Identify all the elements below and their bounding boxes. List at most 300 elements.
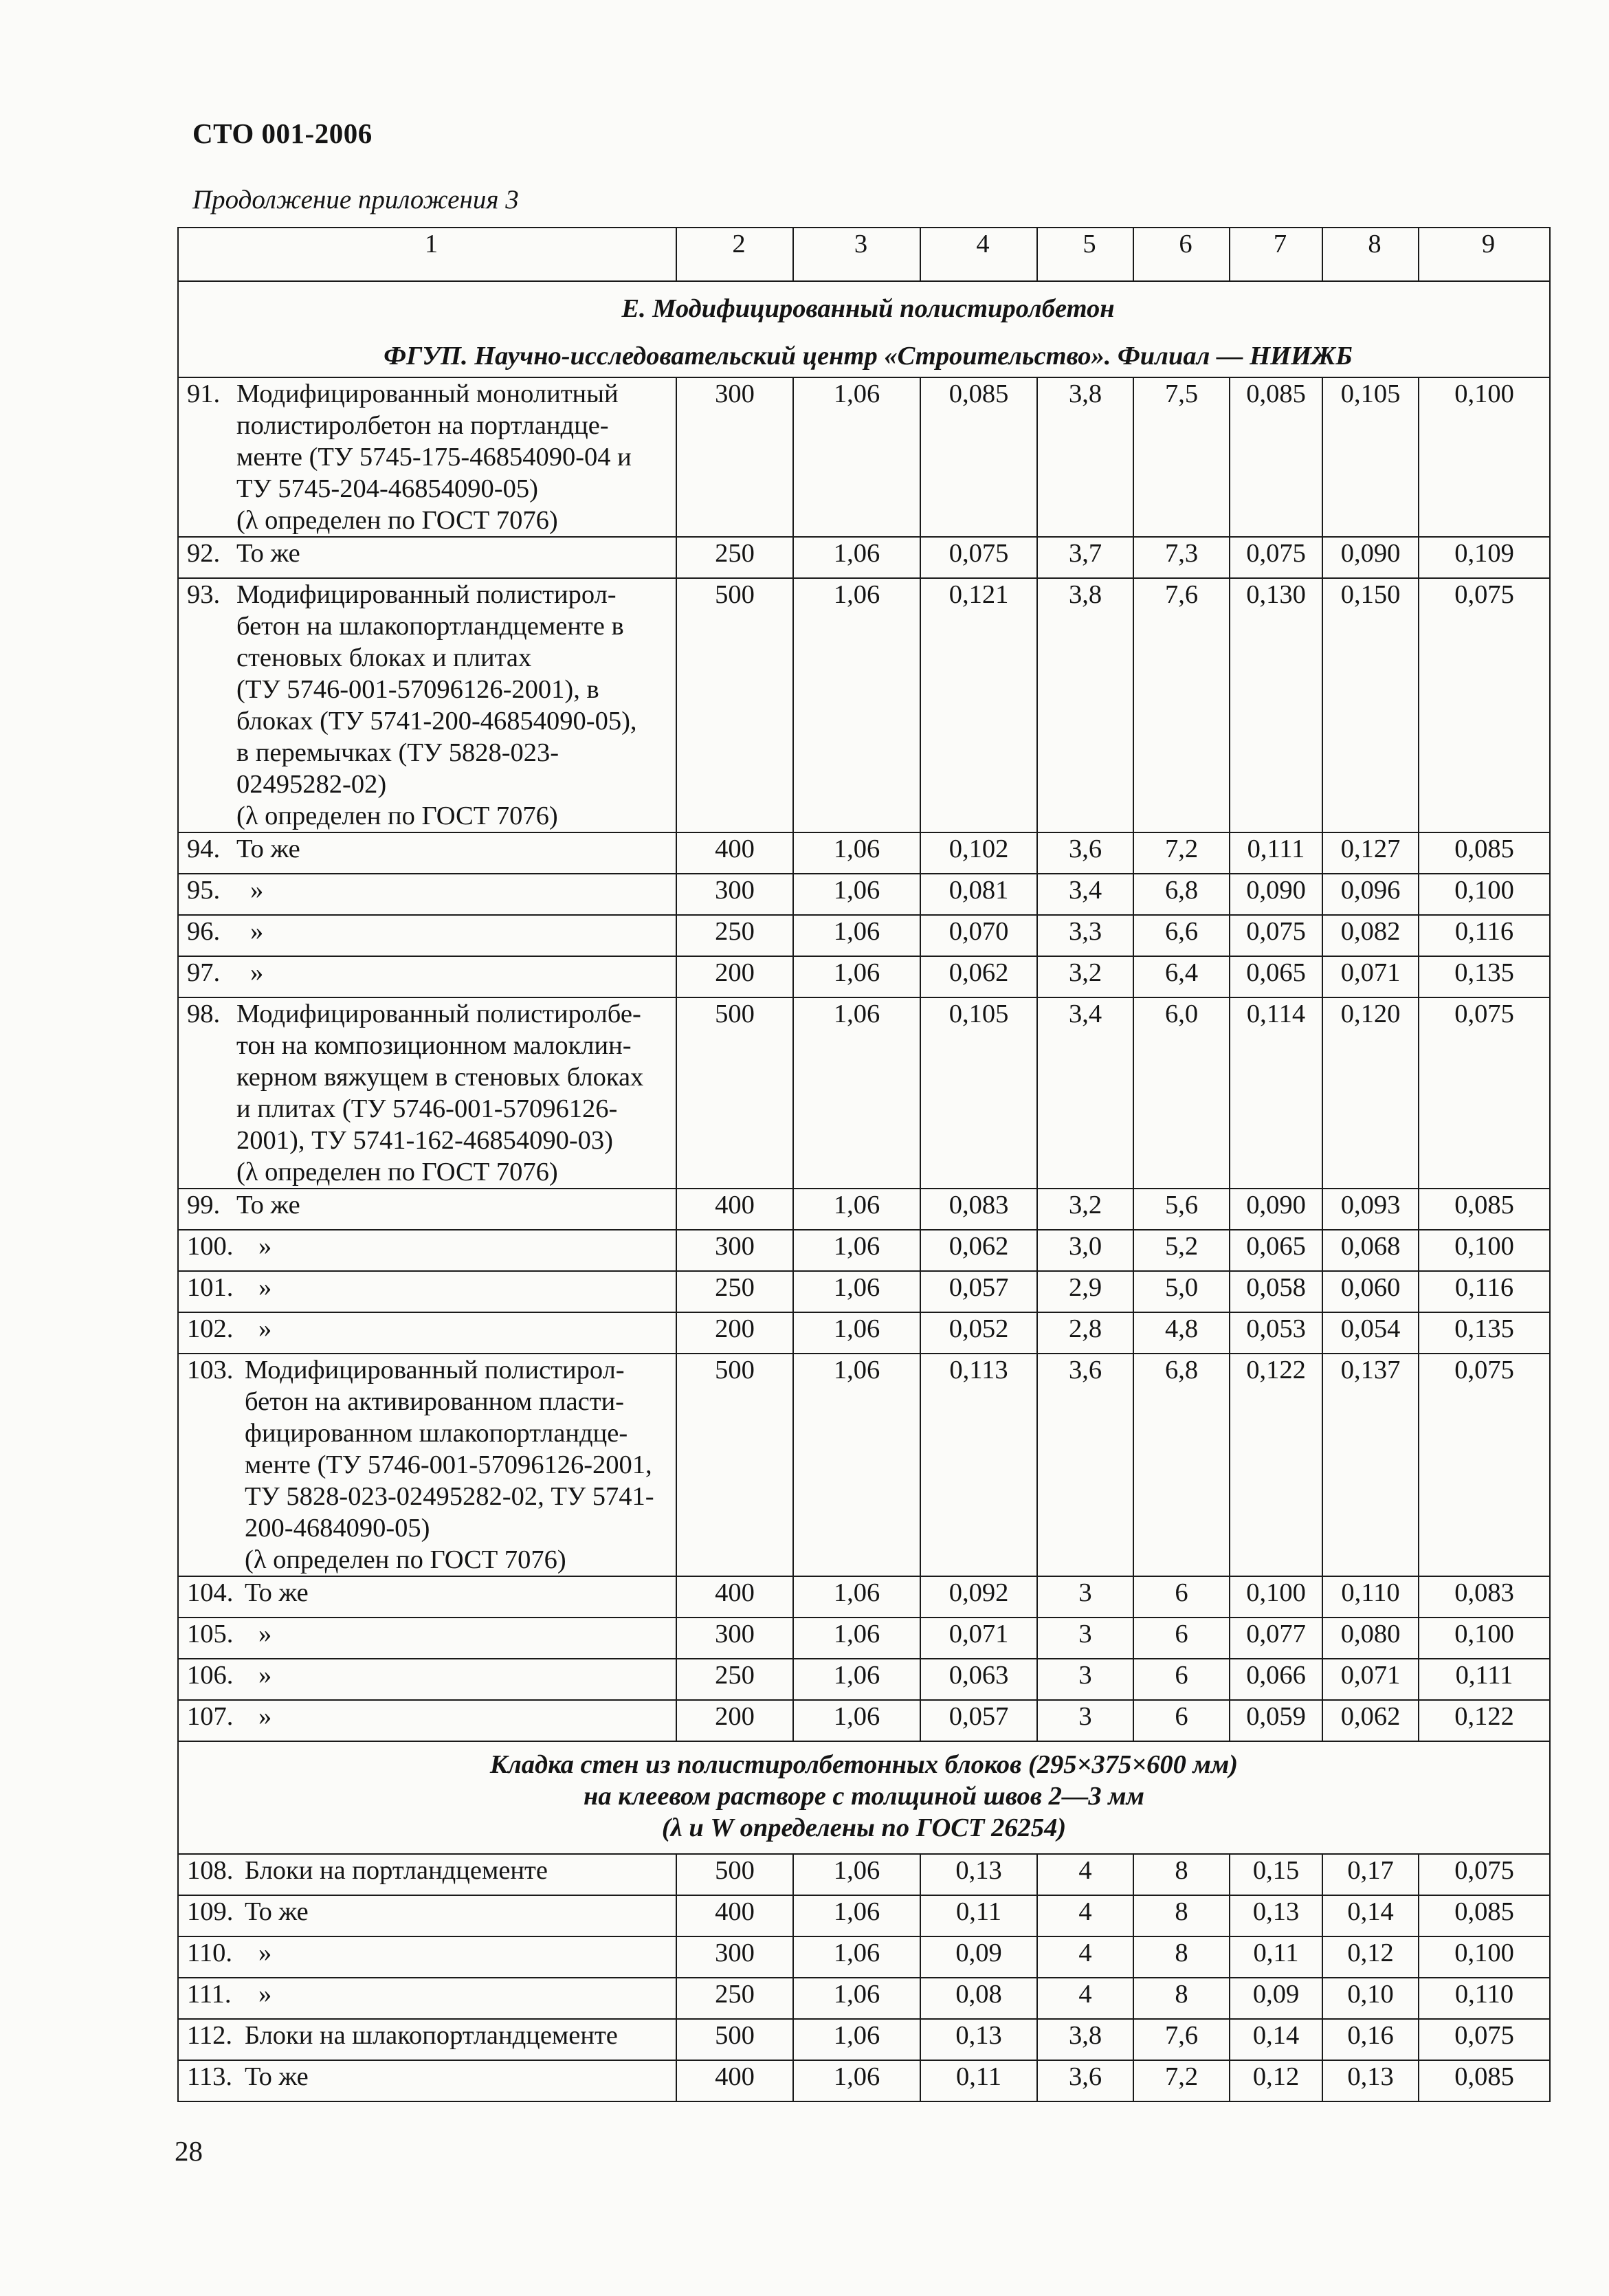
value-cell-col5: 3,7 — [1037, 537, 1133, 578]
description-cell — [178, 537, 676, 578]
table-row — [178, 997, 1550, 1189]
value-cell-col6: 7,6 — [1133, 2019, 1230, 2060]
value-cell-col2: 400 — [676, 1189, 793, 1230]
value-cell-col7: 0,130 — [1230, 578, 1322, 832]
row-number: 100. — [187, 1232, 234, 1261]
description-text — [245, 1354, 676, 1576]
description-cell — [178, 1576, 676, 1618]
value-cell-col8: 0,105 — [1322, 377, 1419, 537]
value-cell-col5: 4 — [1037, 1895, 1133, 1936]
value-cell-col8: 0,16 — [1322, 2019, 1419, 2060]
value-cell-col7: 0,065 — [1230, 1230, 1322, 1271]
description — [187, 1618, 676, 1650]
row-number: 107. — [187, 1702, 234, 1731]
value-cell-col4: 0,092 — [920, 1576, 1037, 1618]
value-cell-col3: 1,06 — [793, 956, 920, 997]
row-number: 113. — [187, 2062, 232, 2091]
value-cell-col5: 3,8 — [1037, 2019, 1133, 2060]
value-cell-col8: 0,10 — [1322, 1978, 1419, 2019]
value-cell-col8: 0,096 — [1322, 874, 1419, 915]
value-cell-col9: 0,100 — [1419, 1618, 1550, 1659]
value-cell-col3: 1,06 — [793, 1576, 920, 1618]
value-cell-col3: 1,06 — [793, 2019, 920, 2060]
value-cell-col2: 300 — [676, 1936, 793, 1978]
value-cell-col9: 0,075 — [1419, 2019, 1550, 2060]
value-cell-col5: 3,8 — [1037, 578, 1133, 832]
value-cell-col2: 400 — [676, 2060, 793, 2101]
description — [187, 1896, 676, 1928]
value-cell-col6: 5,6 — [1133, 1189, 1230, 1230]
value-cell-col4: 0,057 — [920, 1271, 1037, 1312]
value-cell-col4: 0,121 — [920, 578, 1037, 832]
column-header: 4 — [920, 228, 1037, 281]
value-cell-col5: 4 — [1037, 1978, 1133, 2019]
column-header: 9 — [1419, 228, 1550, 281]
description-text: То же — [245, 1578, 309, 1607]
value-cell-col2: 200 — [676, 956, 793, 997]
value-cell-col3: 1,06 — [793, 1354, 920, 1576]
table-row — [178, 956, 1550, 997]
value-cell-col9: 0,116 — [1419, 1271, 1550, 1312]
description-line: 02495282-02) — [236, 770, 387, 799]
value-cell-col4: 0,071 — [920, 1618, 1037, 1659]
value-cell-col7: 0,075 — [1230, 915, 1322, 956]
value-cell-col4: 0,081 — [920, 874, 1037, 915]
description-text — [236, 998, 676, 1188]
description-text: » — [250, 958, 264, 987]
value-cell-col9: 0,083 — [1419, 1576, 1550, 1618]
table-row — [178, 1576, 1550, 1618]
value-cell-col4: 0,062 — [920, 1230, 1037, 1271]
value-cell-col7: 0,114 — [1230, 997, 1322, 1189]
value-cell-col3: 1,06 — [793, 1312, 920, 1354]
value-cell-col2: 200 — [676, 1312, 793, 1354]
description-line: фицированном шлакопортландце- — [245, 1419, 628, 1448]
description — [187, 1659, 676, 1691]
description-text: Блоки на шлакопортландцементе — [245, 2021, 618, 2050]
table-row — [178, 1895, 1550, 1936]
description-cell — [178, 1230, 676, 1271]
description — [187, 1313, 676, 1345]
description-text: » — [258, 1661, 272, 1690]
value-cell-col4: 0,09 — [920, 1936, 1037, 1978]
row-number: 102. — [187, 1314, 234, 1343]
column-header: 6 — [1133, 228, 1230, 281]
description-text — [236, 579, 676, 832]
value-cell-col7: 0,14 — [1230, 2019, 1322, 2060]
value-cell-col6: 6,4 — [1133, 956, 1230, 997]
row-number: 99. — [187, 1191, 221, 1219]
value-cell-col4: 0,062 — [920, 956, 1037, 997]
table-row — [178, 1978, 1550, 2019]
value-cell-col3: 1,06 — [793, 997, 920, 1189]
value-cell-col4: 0,11 — [920, 2060, 1037, 2101]
value-cell-col7: 0,090 — [1230, 874, 1322, 915]
value-cell-col5: 3,0 — [1037, 1230, 1133, 1271]
value-cell-col8: 0,110 — [1322, 1576, 1419, 1618]
value-cell-col8: 0,13 — [1322, 2060, 1419, 2101]
value-cell-col9: 0,075 — [1419, 1354, 1550, 1576]
page-number: 28 — [175, 2135, 203, 2167]
value-cell-col9: 0,100 — [1419, 1230, 1550, 1271]
thermal-properties-table — [177, 227, 1551, 2102]
value-cell-col2: 250 — [676, 1271, 793, 1312]
value-cell-col8: 0,068 — [1322, 1230, 1419, 1271]
row-number: 109. — [187, 1897, 234, 1926]
value-cell-col7: 0,13 — [1230, 1895, 1322, 1936]
description-cell — [178, 956, 676, 997]
value-cell-col4: 0,105 — [920, 997, 1037, 1189]
value-cell-col5: 3,6 — [1037, 832, 1133, 874]
description — [187, 1978, 676, 2010]
value-cell-col2: 500 — [676, 2019, 793, 2060]
value-cell-col6: 7,3 — [1133, 537, 1230, 578]
description-text: Блоки на портландцементе — [245, 1856, 548, 1885]
description-cell — [178, 915, 676, 956]
value-cell-col4: 0,113 — [920, 1354, 1037, 1576]
description-cell — [178, 1271, 676, 1312]
description-cell — [178, 2019, 676, 2060]
description-cell — [178, 1618, 676, 1659]
table-row — [178, 377, 1550, 537]
value-cell-col7: 0,100 — [1230, 1576, 1322, 1618]
description-text: » — [258, 1314, 272, 1343]
description — [187, 833, 676, 865]
value-cell-col9: 0,111 — [1419, 1659, 1550, 1700]
section-subtitle: на клеевом растворе с толщиной швов 2—3 мм — [584, 1782, 1144, 1811]
value-cell-col3: 1,06 — [793, 874, 920, 915]
value-cell-col5: 4 — [1037, 1854, 1133, 1895]
row-number: 110. — [187, 1939, 232, 1967]
table-row — [178, 1189, 1550, 1230]
description-cell — [178, 1854, 676, 1895]
table-row — [178, 1230, 1550, 1271]
description-line: ТУ 5828-023-02495282-02, ТУ 5741- — [245, 1482, 654, 1511]
value-cell-col6: 7,6 — [1133, 578, 1230, 832]
value-cell-col9: 0,110 — [1419, 1978, 1550, 2019]
value-cell-col7: 0,085 — [1230, 377, 1322, 537]
value-cell-col8: 0,093 — [1322, 1189, 1419, 1230]
value-cell-col3: 1,06 — [793, 578, 920, 832]
description-line: в перемычках (ТУ 5828-023- — [236, 738, 559, 767]
value-cell-col6: 6,8 — [1133, 1354, 1230, 1576]
column-header: 1 — [178, 228, 676, 281]
value-cell-col5: 3 — [1037, 1618, 1133, 1659]
value-cell-col5: 3,2 — [1037, 956, 1133, 997]
value-cell-col9: 0,100 — [1419, 874, 1550, 915]
value-cell-col9: 0,085 — [1419, 1895, 1550, 1936]
value-cell-col4: 0,052 — [920, 1312, 1037, 1354]
description-cell — [178, 874, 676, 915]
value-cell-col4: 0,083 — [920, 1189, 1037, 1230]
value-cell-col6: 6,0 — [1133, 997, 1230, 1189]
description-text: » — [258, 1273, 272, 1302]
table-row — [178, 2060, 1550, 2101]
value-cell-col3: 1,06 — [793, 1700, 920, 1741]
value-cell-col4: 0,070 — [920, 915, 1037, 956]
description-text: » — [258, 1939, 272, 1967]
description-line: (λ определен по ГОСТ 7076) — [245, 1545, 566, 1574]
value-cell-col4: 0,13 — [920, 2019, 1037, 2060]
description-line: Модифицированный монолитный — [236, 379, 619, 408]
value-cell-col8: 0,071 — [1322, 956, 1419, 997]
section-e-header — [178, 281, 1550, 377]
description — [187, 1701, 676, 1732]
table-row — [178, 537, 1550, 578]
row-number: 104. — [187, 1578, 234, 1607]
description-line: (ТУ 5746-001-57096126-2001), в — [236, 675, 599, 704]
description-line: бетон на шлакопортландцементе в — [236, 612, 624, 641]
column-header: 5 — [1037, 228, 1133, 281]
description-cell — [178, 1312, 676, 1354]
description — [187, 1577, 676, 1609]
description-text: » — [258, 1980, 272, 2009]
table-row — [178, 1936, 1550, 1978]
value-cell-col6: 6 — [1133, 1700, 1230, 1741]
value-cell-col9: 0,075 — [1419, 1854, 1550, 1895]
value-cell-col2: 400 — [676, 1576, 793, 1618]
value-cell-col2: 250 — [676, 915, 793, 956]
value-cell-col8: 0,120 — [1322, 997, 1419, 1189]
value-cell-col9: 0,116 — [1419, 915, 1550, 956]
column-header: 8 — [1322, 228, 1419, 281]
value-cell-col7: 0,065 — [1230, 956, 1322, 997]
table-row — [178, 1312, 1550, 1354]
description-text — [236, 378, 676, 536]
value-cell-col8: 0,090 — [1322, 537, 1419, 578]
value-cell-col2: 500 — [676, 997, 793, 1189]
description-line: стеновых блоках и плитах — [236, 643, 532, 672]
value-cell-col9: 0,075 — [1419, 578, 1550, 832]
value-cell-col2: 300 — [676, 377, 793, 537]
value-cell-col2: 500 — [676, 1354, 793, 1576]
value-cell-col7: 0,053 — [1230, 1312, 1322, 1354]
value-cell-col3: 1,06 — [793, 1854, 920, 1895]
description-line: керном вяжущем в стеновых блоках — [236, 1063, 644, 1092]
row-number: 101. — [187, 1273, 234, 1302]
value-cell-col3: 1,06 — [793, 2060, 920, 2101]
value-cell-col3: 1,06 — [793, 1189, 920, 1230]
value-cell-col2: 300 — [676, 1230, 793, 1271]
description-text: » — [258, 1232, 272, 1261]
document-code: СТО 001-2006 — [192, 118, 373, 149]
description — [187, 538, 676, 569]
value-cell-col9: 0,122 — [1419, 1700, 1550, 1741]
value-cell-col4: 0,075 — [920, 537, 1037, 578]
column-number-row — [178, 228, 1550, 281]
description-line: Модифицированный полистирол- — [245, 1356, 625, 1384]
value-cell-col7: 0,11 — [1230, 1936, 1322, 1978]
description — [187, 1230, 676, 1262]
value-cell-col4: 0,11 — [920, 1895, 1037, 1936]
value-cell-col9: 0,085 — [1419, 1189, 1550, 1230]
value-cell-col6: 7,2 — [1133, 832, 1230, 874]
description — [187, 998, 676, 1188]
description-line: Модифицированный полистиролбе- — [236, 1000, 641, 1028]
description — [187, 1855, 676, 1886]
value-cell-col3: 1,06 — [793, 915, 920, 956]
value-cell-col7: 0,075 — [1230, 537, 1322, 578]
value-cell-col6: 8 — [1133, 1978, 1230, 2019]
value-cell-col6: 8 — [1133, 1854, 1230, 1895]
value-cell-col6: 7,5 — [1133, 377, 1230, 537]
section-note: (λ и W определены по ГОСТ 26254) — [661, 1813, 1067, 1842]
value-cell-col8: 0,14 — [1322, 1895, 1419, 1936]
value-cell-col2: 500 — [676, 1854, 793, 1895]
description-line: менте (ТУ 5746-001-57096126-2001, — [245, 1450, 652, 1479]
row-number: 112. — [187, 2021, 232, 2050]
description-cell — [178, 1700, 676, 1741]
table-row — [178, 832, 1550, 874]
row-number: 96. — [187, 917, 221, 946]
value-cell-col8: 0,080 — [1322, 1618, 1419, 1659]
value-cell-col3: 1,06 — [793, 1618, 920, 1659]
description-text: » — [258, 1702, 272, 1731]
value-cell-col3: 1,06 — [793, 1978, 920, 2019]
description — [187, 1937, 676, 1969]
section-organization: ФГУП. Научно-исследовательский центр «Строительство». Филиал — НИИЖБ — [384, 342, 1353, 371]
description-text: То же — [236, 539, 300, 568]
value-cell-col2: 250 — [676, 1659, 793, 1700]
value-cell-col5: 3,6 — [1037, 2060, 1133, 2101]
value-cell-col2: 300 — [676, 1618, 793, 1659]
value-cell-col6: 6,8 — [1133, 874, 1230, 915]
value-cell-col8: 0,054 — [1322, 1312, 1419, 1354]
description — [187, 1272, 676, 1303]
description-text: » — [258, 1620, 272, 1648]
table-row — [178, 874, 1550, 915]
description-cell — [178, 1978, 676, 2019]
value-cell-col6: 7,2 — [1133, 2060, 1230, 2101]
value-cell-col9: 0,100 — [1419, 377, 1550, 537]
value-cell-col6: 5,0 — [1133, 1271, 1230, 1312]
description-line: 2001), ТУ 5741-162-46854090-03) — [236, 1126, 614, 1155]
row-number: 103. — [187, 1356, 234, 1384]
description-cell — [178, 377, 676, 537]
value-cell-col6: 8 — [1133, 1895, 1230, 1936]
description-text: » — [250, 876, 264, 905]
value-cell-col4: 0,057 — [920, 1700, 1037, 1741]
value-cell-col9: 0,085 — [1419, 2060, 1550, 2101]
row-number: 92. — [187, 539, 221, 568]
value-cell-col8: 0,060 — [1322, 1271, 1419, 1312]
description — [187, 2020, 676, 2051]
value-cell-col2: 500 — [676, 578, 793, 832]
row-number: 95. — [187, 876, 221, 905]
value-cell-col7: 0,090 — [1230, 1189, 1322, 1230]
value-cell-col7: 0,066 — [1230, 1659, 1322, 1700]
table-row — [178, 1854, 1550, 1895]
value-cell-col2: 250 — [676, 1978, 793, 2019]
value-cell-col6: 4,8 — [1133, 1312, 1230, 1354]
value-cell-col7: 0,122 — [1230, 1354, 1322, 1576]
value-cell-col7: 0,077 — [1230, 1618, 1322, 1659]
description-cell — [178, 997, 676, 1189]
description — [187, 1189, 676, 1221]
value-cell-col4: 0,063 — [920, 1659, 1037, 1700]
continuation-note: Продолжение приложения 3 — [192, 185, 519, 214]
value-cell-col2: 400 — [676, 832, 793, 874]
value-cell-col8: 0,12 — [1322, 1936, 1419, 1978]
value-cell-col3: 1,06 — [793, 537, 920, 578]
value-cell-col8: 0,071 — [1322, 1659, 1419, 1700]
value-cell-col4: 0,102 — [920, 832, 1037, 874]
description-line: Модифицированный полистирол- — [236, 580, 617, 609]
row-number: 98. — [187, 1000, 221, 1028]
value-cell-col2: 400 — [676, 1895, 793, 1936]
row-number: 97. — [187, 958, 221, 987]
section-title: Кладка стен из полистиролбетонных блоков (295×375×600 мм) — [489, 1750, 1239, 1779]
description-text: То же — [245, 2062, 309, 2091]
value-cell-col5: 3,4 — [1037, 997, 1133, 1189]
value-cell-col5: 2,8 — [1037, 1312, 1133, 1354]
value-cell-col5: 3,8 — [1037, 377, 1133, 537]
description — [187, 874, 676, 906]
description-text: » — [250, 917, 264, 946]
value-cell-col9: 0,075 — [1419, 997, 1550, 1189]
value-cell-col6: 8 — [1133, 1936, 1230, 1978]
description — [187, 1354, 676, 1576]
value-cell-col5: 3,3 — [1037, 915, 1133, 956]
description-text: То же — [236, 1191, 300, 1219]
column-header: 7 — [1230, 228, 1322, 281]
column-header: 2 — [676, 228, 793, 281]
value-cell-col4: 0,13 — [920, 1854, 1037, 1895]
table-row — [178, 1618, 1550, 1659]
value-cell-col3: 1,06 — [793, 377, 920, 537]
row-number: 93. — [187, 580, 221, 609]
value-cell-col8: 0,127 — [1322, 832, 1419, 874]
value-cell-col2: 200 — [676, 1700, 793, 1741]
description-line: (λ определен по ГОСТ 7076) — [236, 506, 558, 535]
value-cell-col9: 0,135 — [1419, 956, 1550, 997]
value-cell-col5: 3,2 — [1037, 1189, 1133, 1230]
description-text: То же — [236, 835, 300, 863]
row-number: 111. — [187, 1980, 232, 2009]
value-cell-col3: 1,06 — [793, 1659, 920, 1700]
table-row — [178, 915, 1550, 956]
description-cell — [178, 578, 676, 832]
value-cell-col7: 0,111 — [1230, 832, 1322, 874]
value-cell-col3: 1,06 — [793, 1895, 920, 1936]
description-cell — [178, 1189, 676, 1230]
value-cell-col7: 0,12 — [1230, 2060, 1322, 2101]
table-row — [178, 1271, 1550, 1312]
description — [187, 2061, 676, 2093]
value-cell-col6: 6,6 — [1133, 915, 1230, 956]
description — [187, 579, 676, 832]
description — [187, 378, 676, 536]
value-cell-col4: 0,08 — [920, 1978, 1037, 2019]
description-line: полистиролбетон на портландце- — [236, 411, 609, 440]
value-cell-col8: 0,150 — [1322, 578, 1419, 832]
section-title: Е. Модифицированный полистиролбетон — [621, 294, 1115, 323]
description — [187, 957, 676, 989]
table-row — [178, 2019, 1550, 2060]
value-cell-col7: 0,059 — [1230, 1700, 1322, 1741]
value-cell-col9: 0,109 — [1419, 537, 1550, 578]
description-cell — [178, 832, 676, 874]
value-cell-col4: 0,085 — [920, 377, 1037, 537]
value-cell-col6: 6 — [1133, 1576, 1230, 1618]
row-number: 94. — [187, 835, 221, 863]
table-row — [178, 1700, 1550, 1741]
description-line: ТУ 5745-204-46854090-05) — [236, 474, 538, 503]
value-cell-col3: 1,06 — [793, 832, 920, 874]
value-cell-col2: 300 — [676, 874, 793, 915]
value-cell-col9: 0,135 — [1419, 1312, 1550, 1354]
description-cell — [178, 1354, 676, 1576]
